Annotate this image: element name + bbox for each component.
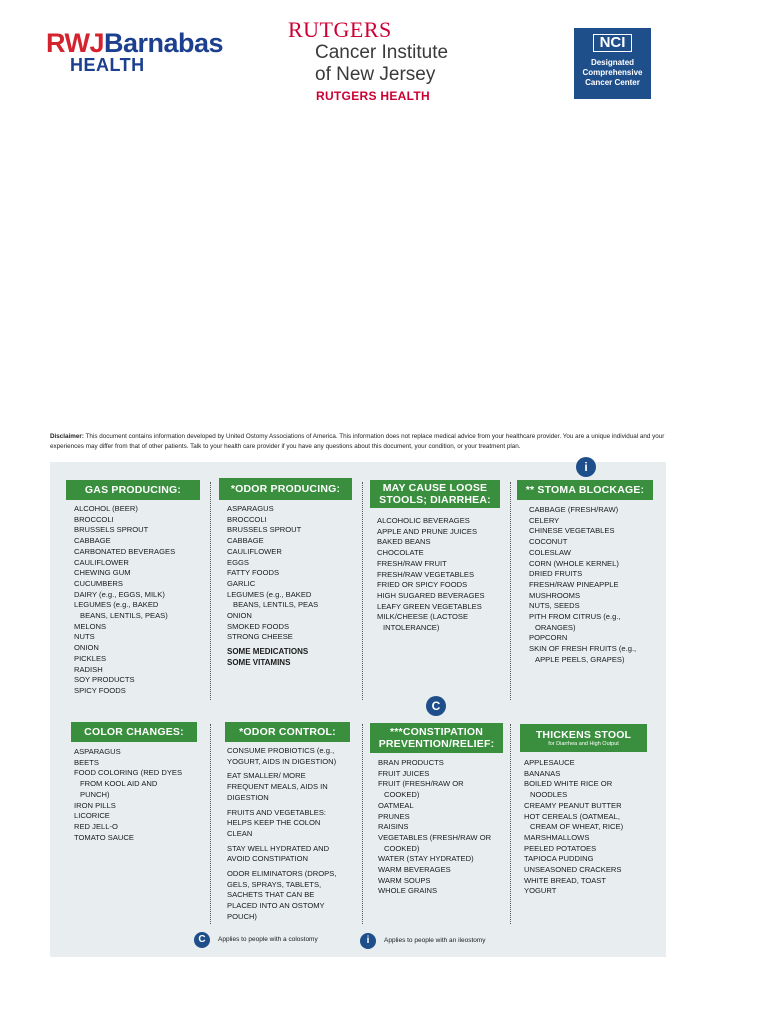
- header-constipation: ***CONSTIPATION PREVENTION/RELIEF:: [370, 723, 503, 753]
- list-item: HELPS KEEP THE COLON: [227, 818, 321, 828]
- disclaimer-text: This document contains information developed by United Ostomy Associations of America. This information does not replace medical advice from your healthcare provider. You are a unique individual and your experiences may differ from that of other patients. Talk to your health care provider if you have any questions about this document, your condition, or your treatment plan.: [50, 433, 665, 450]
- list-item: FREQUENT MEALS, AIDS IN: [227, 782, 328, 792]
- list-item: FRUIT (FRESH/RAW OR: [378, 779, 464, 789]
- list-item: BROCCOLI: [227, 514, 267, 524]
- list-item: SOY PRODUCTS: [74, 675, 135, 685]
- list-item: LEGUMES (e.g., BAKED: [74, 600, 159, 610]
- list-item: LEGUMES (e.g., BAKED: [227, 589, 312, 599]
- list-item: FRUIT JUICES: [378, 768, 430, 778]
- list-item: IRON PILLS: [74, 800, 116, 810]
- list-item: EAT SMALLER/ MORE: [227, 771, 306, 781]
- list-item: CAULIFLOWER: [74, 557, 129, 567]
- list-item: GELS, SPRAYS, TABLETS,: [227, 879, 322, 889]
- nci-title: NCI: [593, 34, 633, 52]
- legend-ileostomy-text: Applies to people with an ileostomy: [384, 937, 486, 944]
- list-item: COOKED): [384, 790, 420, 800]
- list-item: CABBAGE (FRESH/RAW): [529, 505, 619, 514]
- list-item: WHOLE GRAINS: [378, 886, 438, 896]
- list-item: COLESLAW: [529, 547, 571, 557]
- list-item: ASPARAGUS: [227, 504, 274, 513]
- rutgers-health: RUTGERS HEALTH: [316, 89, 430, 103]
- rwj-logo-part1: RWJ: [46, 28, 105, 58]
- header-stoma-blockage: ** STOMA BLOCKAGE:: [517, 480, 653, 500]
- list-item: OATMEAL: [378, 800, 414, 810]
- list-item: RED JELL-O: [74, 821, 118, 831]
- legend-colostomy-text: Applies to people with a colostomy: [218, 936, 318, 943]
- list-item: STRONG CHEESE: [227, 632, 293, 642]
- list-item: CHOCOLATE: [377, 548, 424, 558]
- list-item: MILK/CHEESE (LACTOSE: [377, 612, 469, 622]
- header-gas-producing: GAS PRODUCING:: [66, 480, 200, 500]
- list-item: ASPARAGUS: [74, 747, 121, 756]
- list-color-changes: [74, 747, 182, 843]
- list-item: FRUITS AND VEGETABLES:: [227, 807, 327, 817]
- list-item: WATER (STAY HYDRATED): [378, 854, 474, 864]
- list-item: CONSUME PROBIOTICS (e.g.,: [227, 746, 335, 755]
- list-item: HOT CEREALS (OATMEAL,: [524, 811, 620, 821]
- list-item: BEANS, LENTILS, PEAS: [233, 600, 319, 610]
- list-item: COOKED): [384, 843, 420, 853]
- list-item-bold: SOME VITAMINS: [227, 657, 291, 667]
- list-item: TOMATO SAUCE: [74, 832, 134, 842]
- rutgers-line2: of New Jersey: [315, 64, 436, 85]
- header-odor-producing: *ODOR PRODUCING:: [219, 478, 352, 500]
- list-item: RAISINS: [378, 822, 409, 832]
- list-item: NUTS, SEEDS: [529, 601, 580, 611]
- list-item: SMOKED FOODS: [227, 621, 290, 631]
- list-thickens-stool: [524, 758, 623, 897]
- disclaimer: [50, 432, 670, 452]
- list-item: CREAMY PEANUT BUTTER: [524, 800, 622, 810]
- list-constipation: [378, 758, 491, 897]
- divider: [510, 482, 511, 700]
- nci-badge-logo: [574, 28, 651, 99]
- list-item: PEELED POTATOES: [524, 843, 597, 853]
- list-item: APPLE PEELS, GRAPES): [535, 654, 625, 664]
- header-loose-stools: MAY CAUSE LOOSE STOOLS; DIARRHEA:: [370, 480, 500, 508]
- list-item: YOGURT: [524, 886, 557, 896]
- list-item: RADISH: [74, 664, 103, 674]
- list-item: ODOR ELIMINATORS (DROPS,: [227, 869, 337, 879]
- list-item: NUTS: [74, 632, 95, 642]
- list-item: INTOLERANCE): [383, 623, 440, 633]
- nci-line1: Designated: [590, 58, 635, 67]
- list-item: VEGETABLES (FRESH/RAW OR: [378, 832, 492, 842]
- list-item: BAKED BEANS: [377, 537, 431, 547]
- list-odor-producing: [227, 504, 318, 669]
- list-item: ONION: [227, 611, 252, 621]
- list-loose-stools: [377, 516, 485, 634]
- list-item: CREAM OF WHEAT, RICE): [530, 822, 624, 832]
- list-item: WHITE BREAD, TOAST: [524, 875, 606, 885]
- list-item: COCONUT: [529, 537, 568, 547]
- list-item: FATTY FOODS: [227, 568, 280, 578]
- list-item: PRUNES: [378, 811, 410, 821]
- list-item: HIGH SUGARED BEVERAGES: [377, 590, 485, 600]
- list-item: EGGS: [227, 557, 249, 567]
- list-item: DRIED FRUITS: [529, 569, 583, 579]
- list-item: LICORICE: [74, 811, 110, 821]
- list-item: ORANGES): [535, 622, 576, 632]
- list-item: WARM SOUPS: [378, 875, 431, 885]
- list-item: CELERY: [529, 515, 560, 525]
- nci-line2: Comprehensive: [582, 68, 643, 77]
- list-item: FOOD COLORING (RED DYES: [74, 768, 183, 778]
- list-item: YOGURT, AIDS IN DIGESTION): [227, 756, 337, 766]
- thickens-stool-subtitle: for Diarrhea and High Output: [548, 740, 619, 747]
- list-gas-producing: [74, 504, 175, 697]
- rwj-logo-health: HEALTH: [70, 55, 145, 75]
- rutgers-name: RUTGERS: [288, 17, 392, 42]
- list-odor-control: [227, 746, 336, 923]
- list-item: BANANAS: [524, 768, 561, 778]
- list-item: PICKLES: [74, 653, 107, 663]
- rwj-barnabas-logo: [46, 30, 223, 73]
- list-item: SKIN OF FRESH FRUITS (e.g.,: [529, 644, 637, 654]
- list-item: CLEAN: [227, 828, 253, 838]
- list-item: FRESH/RAW FRUIT: [377, 558, 447, 568]
- list-item: CABBAGE: [74, 536, 111, 546]
- header-color-changes: COLOR CHANGES:: [71, 722, 197, 742]
- list-item: POUCH): [227, 911, 257, 921]
- list-item: PUNCH): [80, 789, 110, 799]
- divider: [510, 724, 511, 924]
- list-item: UNSEASONED CRACKERS: [524, 865, 622, 875]
- legend-colostomy-icon: C: [194, 932, 210, 948]
- list-item: NOODLES: [530, 790, 568, 800]
- list-item: FROM KOOL AID AND: [80, 779, 158, 789]
- divider: [362, 482, 363, 700]
- list-item: BEETS: [74, 757, 99, 767]
- rutgers-line1: Cancer Institute: [315, 42, 449, 63]
- list-item: ALCOHOLIC BEVERAGES: [377, 516, 470, 525]
- list-item: GARLIC: [227, 578, 256, 588]
- ileostomy-info-icon: i: [576, 457, 596, 477]
- list-item: BRUSSELS SPROUT: [74, 525, 149, 535]
- list-item: PLACED INTO AN OSTOMY: [227, 901, 325, 911]
- list-item: FRESH/RAW VEGETABLES: [377, 569, 475, 579]
- list-stoma-blockage: [529, 505, 636, 666]
- header-odor-control: *ODOR CONTROL:: [225, 722, 350, 742]
- list-item: BROCCOLI: [74, 514, 114, 524]
- header-thickens-stool: THICKENS STOOL for Diarrhea and High Output: [520, 724, 647, 752]
- list-item: MELONS: [74, 621, 107, 631]
- list-item: CUCUMBERS: [74, 578, 123, 588]
- list-item: POPCORN: [529, 633, 568, 643]
- list-item: APPLESAUCE: [524, 758, 575, 767]
- list-item: DAIRY (e.g., EGGS, MILK): [74, 589, 165, 599]
- list-item: BRAN PRODUCTS: [378, 758, 444, 767]
- list-item: TAPIOCA PUDDING: [524, 854, 594, 864]
- list-item: AVOID CONSTIPATION: [227, 854, 309, 864]
- disclaimer-label: Disclaimer:: [50, 433, 84, 440]
- list-item: SPICY FOODS: [74, 685, 126, 695]
- list-item: LEAFY GREEN VEGETABLES: [377, 601, 482, 611]
- list-item: CAULIFLOWER: [227, 546, 282, 556]
- list-item: PITH FROM CITRUS (e.g.,: [529, 612, 621, 622]
- list-item: MARSHMALLOWS: [524, 832, 590, 842]
- diet-guide-panel: [50, 462, 666, 957]
- list-item: CHINESE VEGETABLES: [529, 526, 615, 536]
- divider: [210, 482, 211, 700]
- list-item: MUSHROOMS: [529, 590, 581, 600]
- list-item: FRIED OR SPICY FOODS: [377, 580, 468, 590]
- list-item: CHEWING GUM: [74, 568, 131, 578]
- list-item: WARM BEVERAGES: [378, 865, 451, 875]
- list-item: APPLE AND PRUNE JUICES: [377, 526, 478, 536]
- divider: [362, 724, 363, 924]
- list-item-bold: SOME MEDICATIONS: [227, 647, 309, 657]
- list-item: CORN (WHOLE KERNEL): [529, 558, 619, 568]
- list-item: STAY WELL HYDRATED AND: [227, 843, 330, 853]
- legend-ileostomy-icon: i: [360, 933, 376, 949]
- list-item: ALCOHOL (BEER): [74, 504, 138, 513]
- colostomy-c-icon: C: [426, 696, 446, 716]
- divider: [210, 724, 211, 924]
- list-item: ONION: [74, 643, 99, 653]
- rutgers-cinj-logo: [288, 18, 448, 104]
- list-item: BOILED WHITE RICE OR: [524, 779, 613, 789]
- list-item: BRUSSELS SPROUT: [227, 525, 302, 535]
- list-item: CARBONATED BEVERAGES: [74, 546, 176, 556]
- list-item: FRESH/RAW PINEAPPLE: [529, 579, 619, 589]
- list-item: CABBAGE: [227, 536, 264, 546]
- list-item: SACHETS THAT CAN BE: [227, 890, 315, 900]
- list-item: BEANS, LENTILS, PEAS): [80, 611, 168, 621]
- list-item: DIGESTION: [227, 792, 269, 802]
- nci-line3: Cancer Center: [585, 78, 640, 87]
- rwj-logo-part2: Barnabas: [104, 28, 224, 58]
